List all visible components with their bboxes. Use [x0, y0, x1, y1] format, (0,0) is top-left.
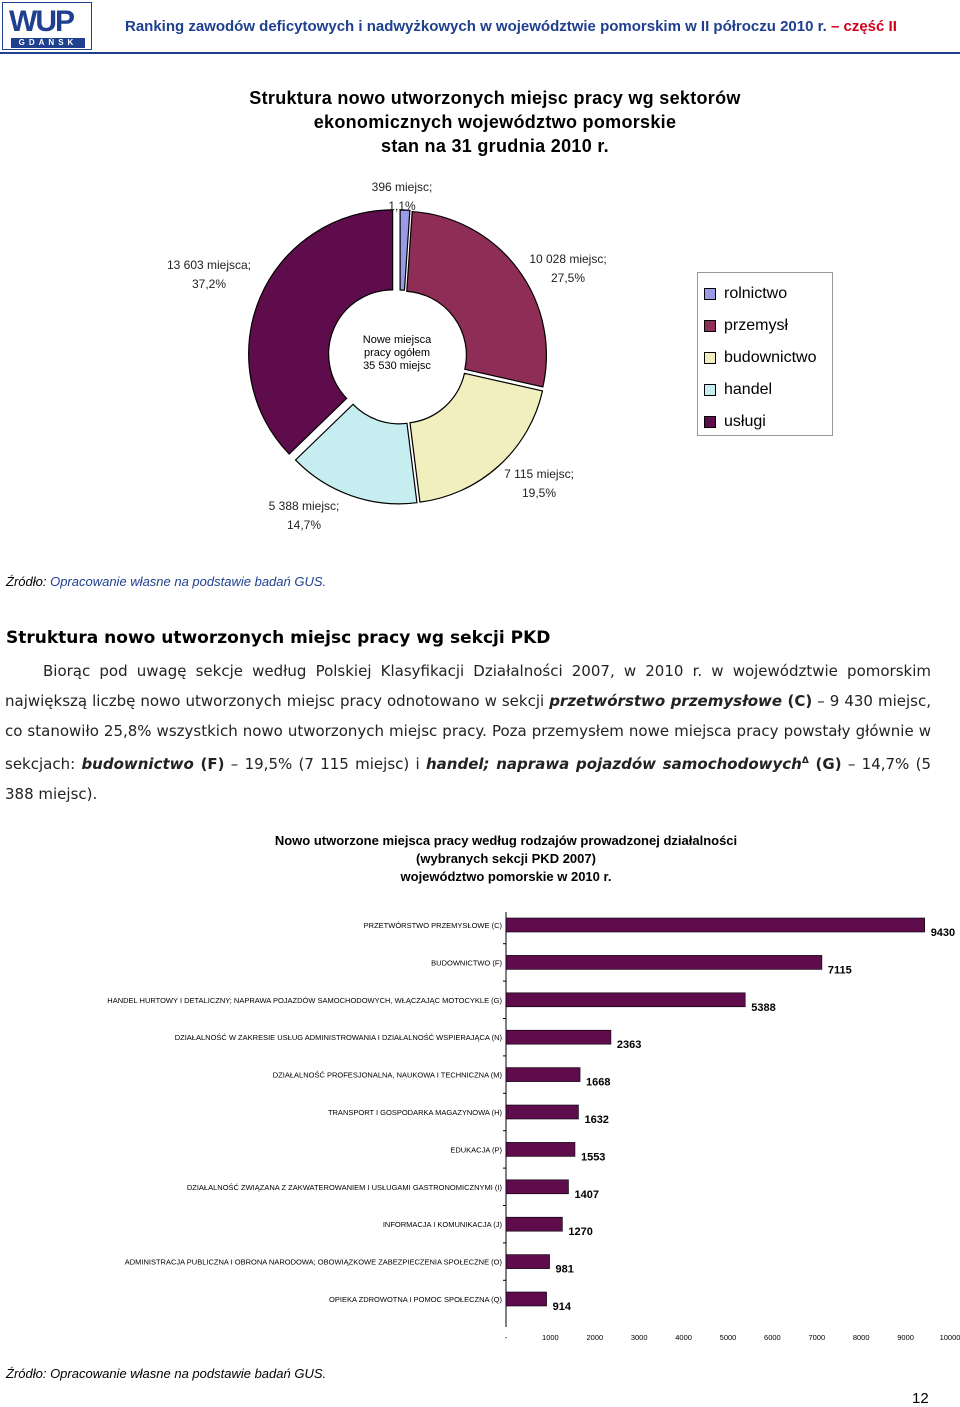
legend-item-handel [704, 380, 772, 400]
para-bold-3-code: (G) [808, 755, 842, 773]
slice-label-percent: 27,5% [550, 271, 586, 285]
slice-label-value: 5 388 miejsc; [268, 499, 340, 513]
x-tick-label: 7000 [808, 1333, 826, 1342]
para-bold-3: handel; naprawa pojazdów samochodowych [425, 755, 802, 773]
x-tick-label: 4000 [675, 1333, 692, 1342]
bar-value-label: 9430 [930, 927, 956, 939]
para-text-1: Biorąc pod uwagę sekcje według Polskiej Klasyfikacji Działalności 2007, w 2010 r. w województwie pomorskim największą liczbę nowo utworzonych miejsc pracy odnotowano w sekcji [5, 662, 931, 710]
sector-chart-legend [697, 272, 833, 436]
wup-logo [2, 2, 92, 50]
legend-label: rolnictwo [724, 285, 788, 302]
para-text-2: – 9 430 miejsc, co stanowiło 25,8% wszystkich nowo utworzonych miejsc pracy. Poza przemysłem nowe miejsca pracy powstały głównie w sekcjach: [5, 692, 931, 773]
page-number: 12 [912, 1390, 929, 1407]
para-text-4: – 14,7% (5 388 miejsc). [5, 755, 931, 803]
bar-value-label: 1407 [574, 1188, 599, 1201]
x-tick-label: 1000 [542, 1333, 559, 1342]
bar [506, 1292, 547, 1306]
pkd-chart-title-line3: województwo pomorskie w 2010 r. [400, 869, 612, 884]
bar-category-label: EDUKACJA (P) [450, 1145, 502, 1155]
bar-category-label: INFORMACJA I KOMUNIKACJA (J) [382, 1220, 502, 1230]
sector-chart-title-line2: ekonomicznych województwo pomorskie [313, 112, 677, 132]
pkd-bar-chart [0, 910, 960, 1345]
legend-swatch [704, 352, 716, 364]
slice-label-percent: 37,2% [191, 277, 227, 291]
pkd-chart-title-line1: Nowo utworzone miejsca pracy według rodzajów prowadzonej działalności [274, 833, 738, 848]
bar [506, 1105, 578, 1119]
bar-category-label: DZIAŁALNOŚĆ W ZAKRESIE USŁUG ADMINISTROWANIA I DZIAŁALNOŚĆ WSPIERAJĄCA (N) [174, 1033, 502, 1043]
para-bold-2-code: (F) [193, 755, 225, 773]
bar [506, 1217, 562, 1231]
bar [506, 1255, 550, 1269]
legend-item-rolnictwo [704, 284, 787, 304]
header-divider [0, 52, 960, 54]
legend-swatch [704, 416, 716, 428]
source-note-2: Źródło: Opracowanie własne na podstawie badań GUS. [6, 1366, 327, 1381]
para-superscript: Δ [801, 756, 809, 766]
pkd-chart-title [200, 832, 812, 886]
slice-label-handel [262, 497, 346, 535]
bar-category-label: PRZETWÓRSTWO PRZEMYSŁOWE (C) [363, 921, 502, 930]
bar-category-label: OPIEKA ZDROWOTNA I POMOC SPOŁECZNA (Q) [329, 1295, 502, 1304]
bar [506, 1030, 611, 1044]
bar-value-label: 1270 [568, 1226, 593, 1239]
logo-text: WUP [9, 5, 73, 38]
slice-label-percent: 1,1% [388, 199, 416, 213]
x-tick-label: 9000 [897, 1333, 914, 1342]
slice-label-value: 396 miejsc; [371, 180, 433, 194]
bar [506, 993, 745, 1007]
sector-chart-title-line1: Struktura nowo utworzonych miejsc pracy wg sektorów [249, 88, 741, 108]
donut-center-line2: pracy ogółem [363, 347, 431, 359]
legend-item-uslugi [704, 412, 766, 432]
donut-center-line1: Nowe miejsca [362, 334, 432, 346]
bar-category-label: HANDEL HURTOWY I DETALICZNY; NAPRAWA POJAZDÓW SAMOCHODOWYCH, WŁĄCZAJĄC MOTOCYKLE (G) [107, 995, 502, 1005]
legend-label: handel [724, 381, 773, 398]
x-tick-label: 10000 [939, 1333, 960, 1342]
legend-item-budownictwo [704, 348, 817, 368]
source-prefix: Źródło: [6, 574, 51, 589]
bar-value-label: 914 [552, 1301, 571, 1313]
para-bold-1-code: (C) [782, 692, 813, 710]
para-bold-1: przetwórstwo przemysłowe [549, 692, 783, 710]
x-tick-label: 2000 [586, 1333, 604, 1342]
legend-label: usługi [724, 413, 766, 430]
slice-label-value: 7 115 miejsc; [504, 467, 574, 481]
header-title-main: Ranking zawodów deficytowych i nadwyżkowych w województwie pomorskim w II półroczu 2010 r. [125, 18, 827, 35]
bar [506, 918, 925, 932]
slice-label-value: 13 603 miejsca; [166, 258, 252, 272]
slice-label-rolnictwo [362, 178, 442, 216]
x-tick-label: 3000 [630, 1333, 648, 1342]
bar-value-label: 7115 [827, 964, 852, 977]
legend-swatch [704, 320, 716, 332]
slice-label-uslugi [154, 256, 264, 294]
bar-category-label: DZIAŁALNOŚĆ PROFESJONALNA, NAUKOWA I TECHNICZNA (M) [272, 1070, 502, 1080]
bar-category-label: DZIAŁALNOŚĆ ZWIĄZANA Z ZAKWATEROWANIEM I USŁUGAMI GASTRONOMICZNYMI (I) [186, 1182, 502, 1192]
pkd-chart-title-line2: (wybranych sekcji PKD 2007) [416, 851, 596, 866]
donut-center-line3: 35 530 miejsc [363, 360, 431, 372]
section-paragraph [5, 656, 931, 809]
bar-value-label: 1553 [580, 1151, 606, 1164]
x-tick-label: 6000 [764, 1333, 781, 1342]
para-bold-2: budownictwo [81, 755, 194, 773]
para-text-3: – 19,5% (7 115 miejsc) i [224, 755, 426, 773]
source-note-1 [6, 574, 326, 589]
logo-subtext: GDAŃSK [11, 38, 85, 48]
slice-label-value: 10 028 miejsc; [529, 252, 607, 266]
slice-label-przemysl [523, 250, 613, 288]
bar-category-label: BUDOWNICTWO (F) [431, 958, 502, 968]
legend-label: budownictwo [724, 349, 817, 366]
bar-value-label: 981 [555, 1263, 574, 1276]
legend-item-przemysl [704, 316, 788, 336]
section-heading: Struktura nowo utworzonych miejsc pracy wg sekcji PKD [6, 628, 551, 648]
bar [506, 1068, 580, 1082]
bar-value-label: 5388 [751, 1001, 776, 1014]
sector-chart-title [195, 86, 795, 158]
slice-label-percent: 14,7% [286, 518, 322, 532]
legend-swatch [704, 288, 716, 300]
sector-chart-title-line3: stan na 31 grudnia 2010 r. [381, 136, 609, 156]
bar-category-label: TRANSPORT I GOSPODARKA MAGAZYNOWA (H) [327, 1108, 502, 1117]
header-title-part: – część II [826, 18, 897, 35]
bar [506, 1142, 575, 1156]
bar [506, 1180, 568, 1194]
bar-value-label: 2363 [616, 1039, 642, 1052]
bar-category-label: ADMINISTRACJA PUBLICZNA I OBRONA NARODOWA; OBOWIĄZKOWE ZABEZPIECZENIA SPOŁECZNE (O) [124, 1257, 502, 1267]
slice-label-percent: 19,5% [521, 486, 557, 500]
bar-value-label: 1668 [586, 1076, 611, 1089]
x-tick-label: - [504, 1333, 508, 1342]
bar-value-label: 1632 [584, 1114, 609, 1126]
bar [506, 955, 822, 969]
source-text: Opracowanie własne na podstawie badań GUS. [50, 574, 327, 589]
slice-label-budownictwo [494, 465, 584, 503]
header-title [125, 18, 897, 35]
legend-label: przemysł [724, 317, 789, 334]
legend-swatch [704, 384, 716, 396]
x-tick-label: 8000 [852, 1333, 870, 1342]
x-tick-label: 5000 [719, 1333, 737, 1342]
